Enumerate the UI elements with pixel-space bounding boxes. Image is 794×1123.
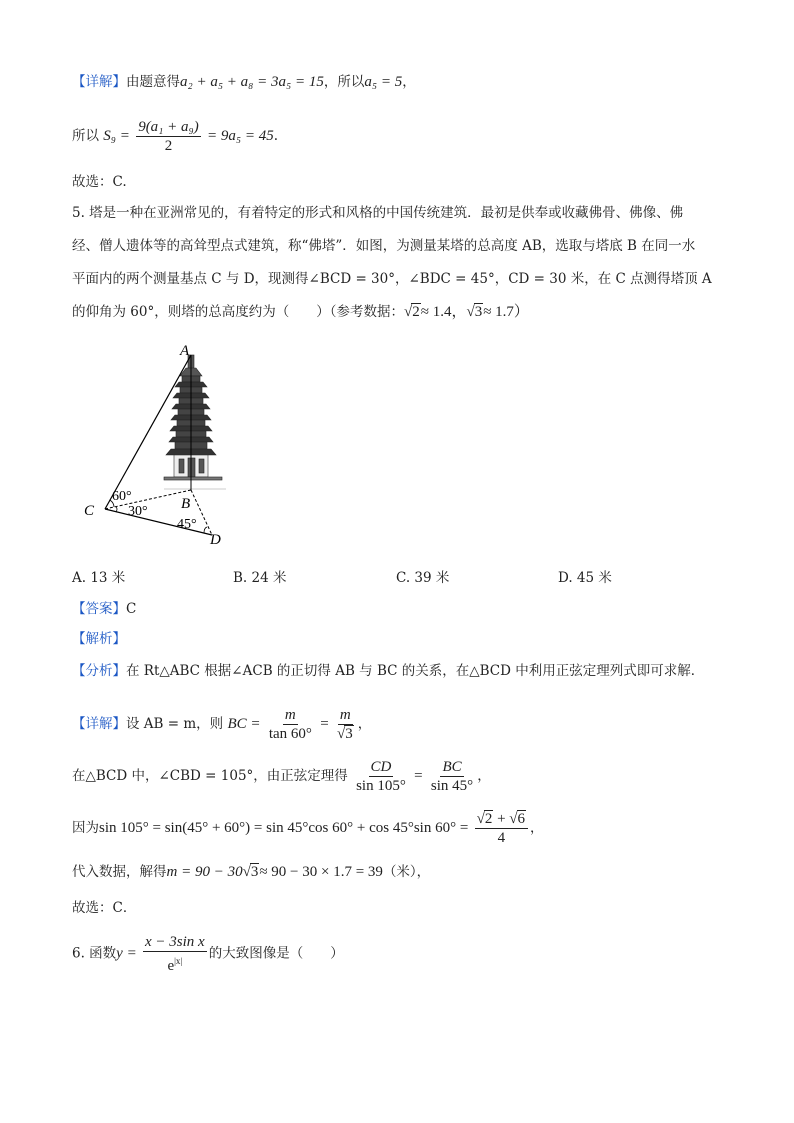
option-d: D. 45 米	[558, 570, 612, 586]
explain-label: 【解析】	[72, 631, 126, 647]
detail-line-4: 代入数据，解得m = 90 − 30√3≈ 90 − 30 × 1.7 = 39（米），	[72, 864, 431, 880]
prev-choose: 故选：C.	[72, 174, 127, 190]
label-A: A	[180, 343, 190, 359]
pagoda-figure	[76, 340, 246, 555]
detail-line-2: 在△BCD 中，∠CBD = 105°，由正弦定理得 $\frac{CD}{\sin 105^\circ}$ = $\frac{BC}{\sin 45^\circ}$ ，	[72, 759, 491, 794]
fraction-bc-sin45: $\frac{BC}{\sin 45^\circ}$	[430, 759, 474, 794]
math-sum-eq: a₂ + a₅ + a₈ = 3a₅ = 15	[180, 74, 324, 90]
analysis-line: 【分析】在 Rt△ABC 根据∠ACB 的正切得 AB 与 BC 的关系，在△BCD 中利用正弦定理列式即可求解．	[72, 663, 705, 679]
angle-arc-30	[116, 507, 117, 512]
option-b: B. 24 米	[233, 570, 287, 586]
label-D: D	[210, 532, 221, 548]
fraction-s9: $\frac{\text{9(a₁ + a₉)}}{2}$	[138, 119, 199, 154]
label-angle-60: 60°	[112, 489, 132, 504]
label-angle-45: 45°	[177, 517, 197, 532]
label-angle-30: 30°	[128, 504, 148, 519]
option-a: A. 13 米	[72, 570, 126, 586]
prev-detail-line-1: 【详解】由题意得a₂ + a₅ + a₈ = 3a₅ = 15，所以a₅ = 5，	[72, 74, 416, 90]
q5-stem-line-1: 5. 塔是一种在亚洲常见的，有着特定的形式和风格的中国传统建筑．最初是供奉或收藏佛骨、佛像、佛	[72, 205, 684, 221]
fraction-m-tan60: $\frac{m}{\tan 60^\circ}$	[268, 707, 312, 742]
prev-detail-line-2: 所以 S₉ = $\frac{\text{9(a₁ + a₉)}}{2}$ = 9a₅ = 45.	[72, 119, 279, 154]
q5-choose: 故选：C．	[72, 900, 137, 916]
math-a5: a₅ = 5	[364, 74, 403, 90]
q5-stem-line-2: 经、僧人遗体等的高耸型点式建筑，称“佛塔”．如图，为测量某塔的总高度 AB，选取与塔底 B 在同一水	[72, 238, 696, 254]
q5-stem-line-3: 平面内的两个测量基点 C 与 D，现测得∠BCD = 30°，∠BDC = 45°，CD = 30 米，在 C 点测得塔顶 A	[72, 271, 712, 287]
label-C: C	[84, 503, 95, 519]
q6-stem: 6. 函数y = $\frac{\text{x − 3sin x}}{e^{|x|}}$ 的大致图像是（ ）	[72, 934, 344, 974]
angle-arc-45	[204, 527, 207, 533]
detail-line-1: 【详解】设 AB = m，则 BC = $\frac{m}{\tan 60^\circ}$ = $\frac{m}{√3}$ ，	[72, 707, 372, 742]
answer-value: C	[126, 601, 137, 617]
detail-line-3: 因为sin 105° = sin(45° + 60°) = sin 45°cos 60° + cos 45°sin 60° = $\frac{√2 + √6}{4}$ ，	[72, 811, 544, 846]
answer-line	[72, 599, 136, 619]
fraction-cd-sin105: $\frac{CD}{\sin 105^\circ}$	[356, 759, 406, 794]
fraction-q6: $\frac{\text{x − 3sin x}}{e^{|x|}}$	[145, 934, 205, 974]
answer-label: 【答案】	[72, 601, 126, 617]
label-B: B	[181, 496, 191, 512]
detail-label: 【详解】	[72, 74, 126, 90]
analysis-label: 【分析】	[72, 663, 126, 679]
q5-stem-line-4: 的仰角为 60°，则塔的总高度约为（ ）（参考数据：√2≈ 1.4，√3≈ 1.7）	[72, 304, 529, 320]
fraction-sin105-value: $\frac{√2 + √6}{4}$	[475, 810, 528, 847]
fraction-m-root3: $\frac{m}{√3}$	[336, 707, 353, 742]
option-c: C. 39 米	[396, 570, 450, 586]
pagoda-illustration	[164, 355, 226, 489]
